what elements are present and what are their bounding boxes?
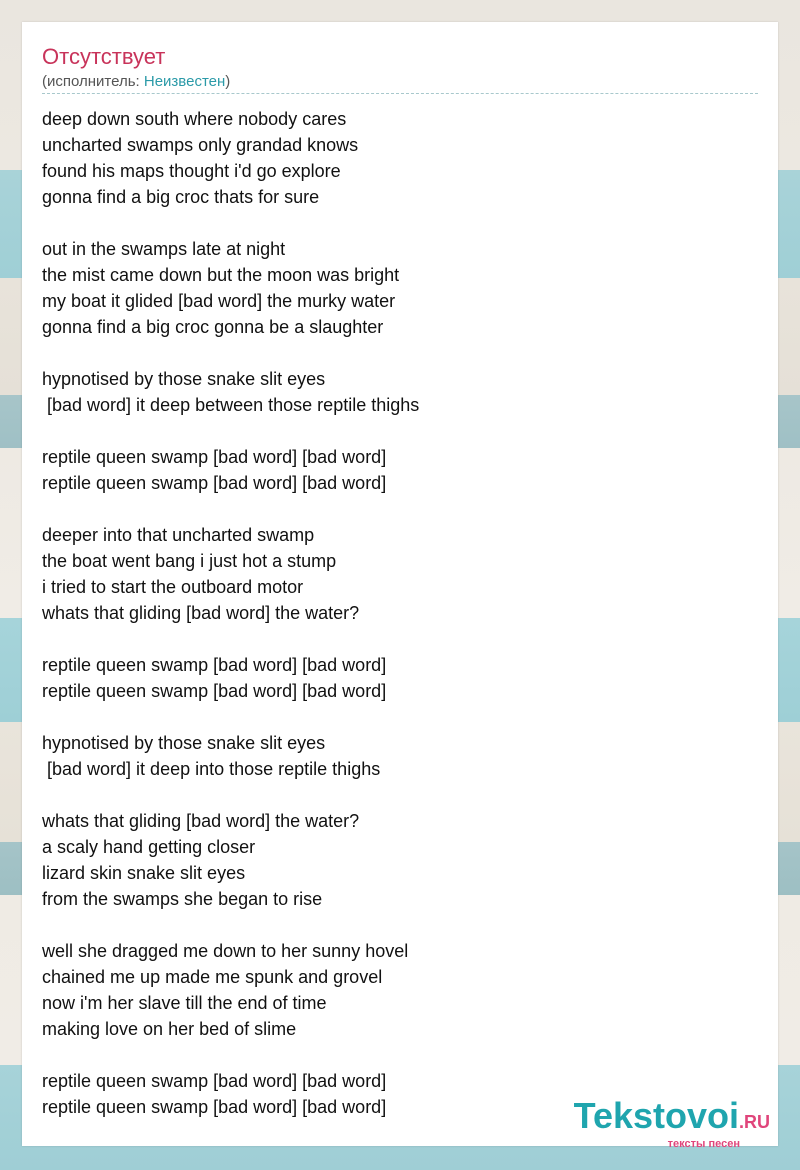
lyrics-line: the mist came down but the moon was bright: [42, 265, 400, 285]
lyrics-stanza: [42, 938, 758, 1042]
lyrics-line: chained me up made me spunk and grovel: [42, 967, 383, 987]
lyrics-text: [42, 106, 758, 1120]
lyrics-line: a scaly hand getting closer: [42, 837, 256, 857]
lyrics-stanza: [42, 444, 758, 496]
lyrics-line: the boat went bang i just hot a stump: [42, 551, 337, 571]
lyrics-line: my boat it glided [bad word] the murky water: [42, 291, 396, 311]
lyrics-line: hypnotised by those snake slit eyes: [42, 369, 326, 389]
lyrics-line: hypnotised by those snake slit eyes: [42, 733, 326, 753]
lyrics-line: uncharted swamps only grandad knows: [42, 135, 359, 155]
site-logo[interactable]: [573, 1095, 770, 1150]
lyrics-line: [bad word] it deep between those reptile thighs: [42, 395, 420, 415]
lyrics-line: reptile queen swamp [bad word] [bad word]: [42, 447, 387, 467]
lyrics-line: out in the swamps late at night: [42, 239, 286, 259]
lyrics-card: [22, 22, 778, 1146]
lyrics-line: [bad word] it deep into those reptile thighs: [42, 759, 381, 779]
lyrics-line: making love on her bed of slime: [42, 1019, 297, 1039]
lyrics-stanza: [42, 106, 758, 210]
lyrics-line: reptile queen swamp [bad word] [bad word]: [42, 473, 387, 493]
lyrics-line: reptile queen swamp [bad word] [bad word]: [42, 681, 387, 701]
lyrics-line: now i'm her slave till the end of time: [42, 993, 327, 1013]
song-title: Отсутствует: [42, 44, 166, 69]
lyrics-stanza: [42, 808, 758, 912]
lyrics-line: found his maps thought i'd go explore: [42, 161, 341, 181]
lyrics-stanza: [42, 730, 758, 782]
lyrics-line: reptile queen swamp [bad word] [bad word]: [42, 1071, 387, 1091]
lyrics-line: gonna find a big croc thats for sure: [42, 187, 320, 207]
lyrics-line: deeper into that uncharted swamp: [42, 525, 315, 545]
lyrics-line: i tried to start the outboard motor: [42, 577, 304, 597]
logo-tld: .RU: [739, 1112, 770, 1132]
lyrics-line: well she dragged me down to her sunny hovel: [42, 941, 409, 961]
logo-tagline: тексты песен: [667, 1138, 740, 1150]
lyrics-stanza: [42, 652, 758, 704]
lyrics-line: whats that gliding [bad word] the water?: [42, 811, 360, 831]
artist-prefix: (исполнитель:: [42, 73, 144, 90]
lyrics-line: from the swamps she began to rise: [42, 889, 323, 909]
lyrics-stanza: [42, 522, 758, 626]
lyrics-stanza: [42, 366, 758, 418]
lyrics-line: lizard skin snake slit eyes: [42, 863, 246, 883]
title-divider: [42, 93, 758, 94]
lyrics-line: reptile queen swamp [bad word] [bad word]: [42, 655, 387, 675]
lyrics-line: gonna find a big croc gonna be a slaughter: [42, 317, 384, 337]
lyrics-stanza: [42, 236, 758, 340]
lyrics-line: reptile queen swamp [bad word] [bad word]: [42, 1097, 387, 1117]
lyrics-line: whats that gliding [bad word] the water?: [42, 603, 360, 623]
artist-suffix: ): [225, 73, 231, 90]
logo-name: Tekstovoi: [573, 1095, 739, 1136]
artist-link[interactable]: Неизвестен: [143, 73, 226, 90]
artist-line: [42, 73, 230, 90]
lyrics-line: deep down south where nobody cares: [42, 109, 347, 129]
